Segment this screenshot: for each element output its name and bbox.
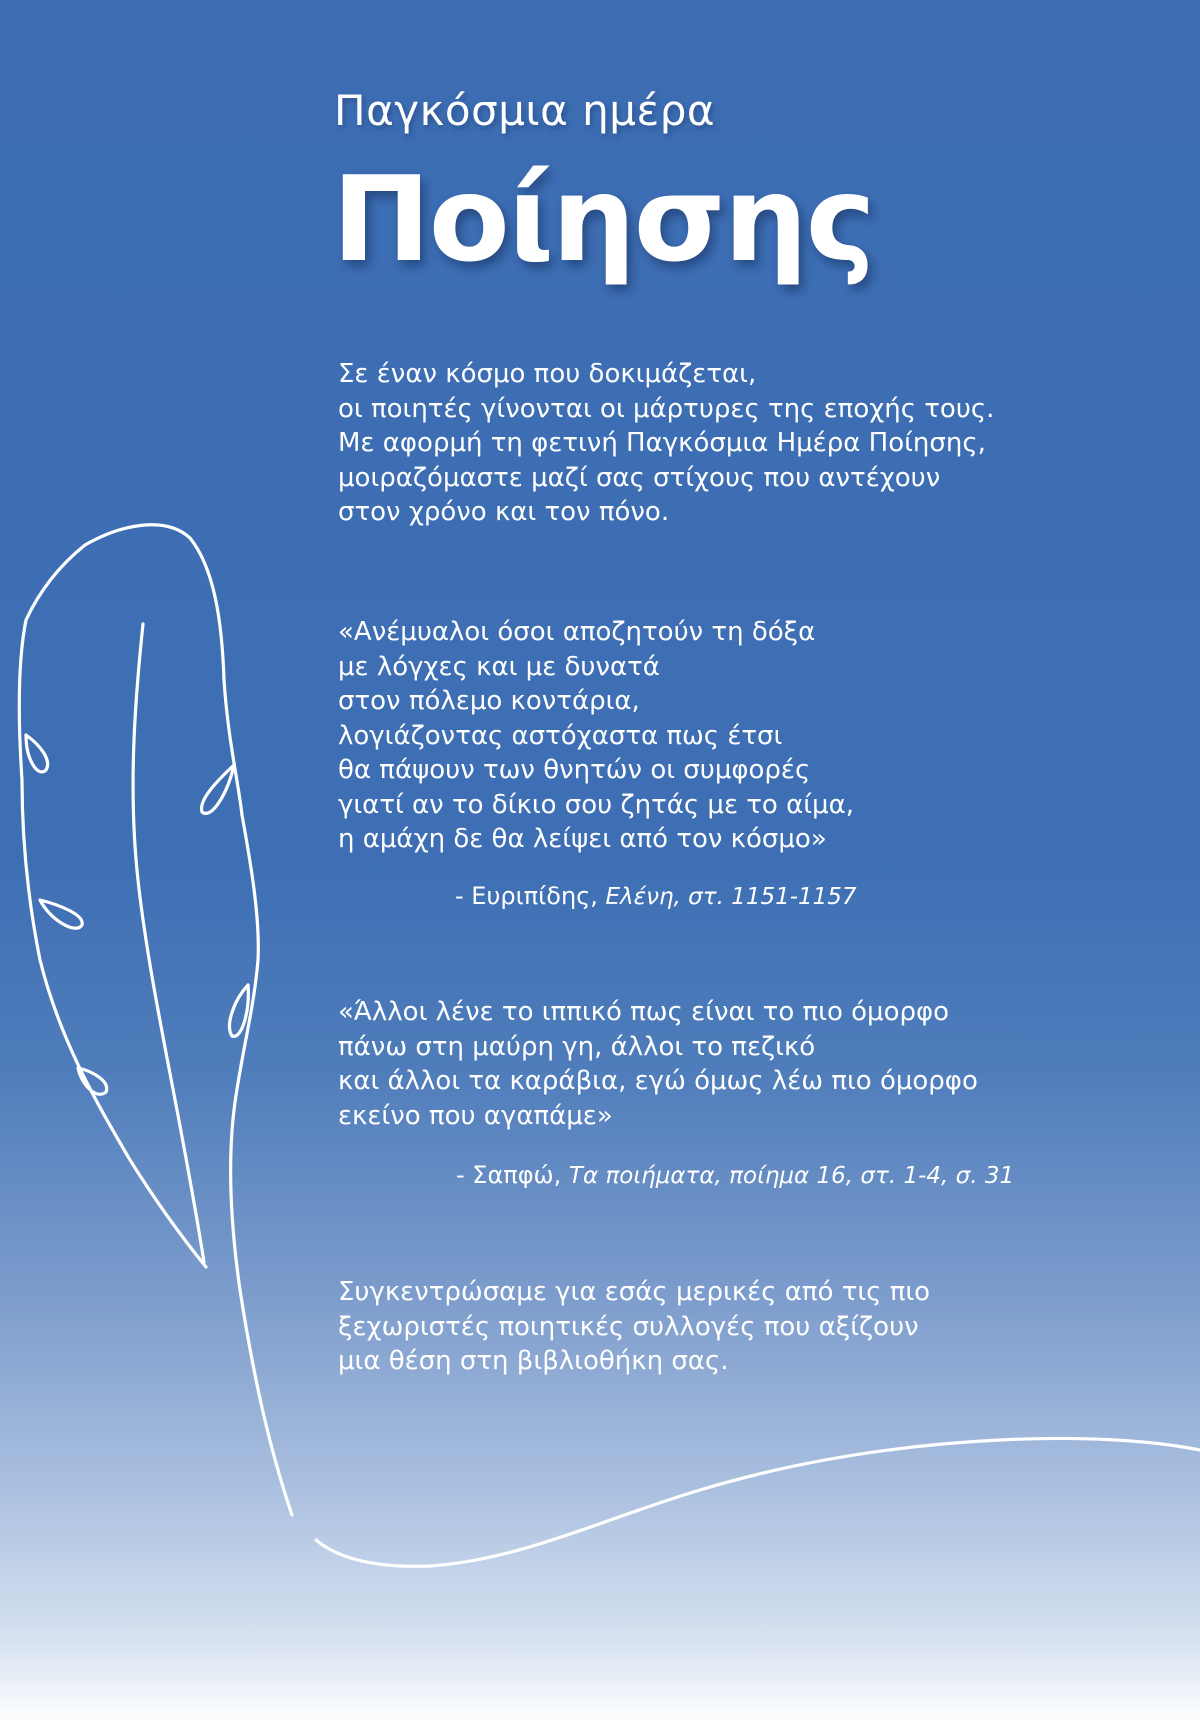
intro-line: οι ποιητές γίνονται οι μάρτυρες της εποχής τους. <box>338 393 995 424</box>
intro-line: στον χρόνο και τον πόνο. <box>338 497 670 527</box>
outro-line: μια θέση στη βιβλιοθήκη σας. <box>338 1346 729 1376</box>
quote-line: με λόγχες και με δυνατά <box>338 651 660 682</box>
page-title: Ποίησης <box>332 150 874 288</box>
quote-line: γιατί αν το δίκιο σου ζητάς με το αίμα, <box>338 789 854 820</box>
outro-paragraph <box>338 1275 930 1379</box>
quote-line: «Ανέμυαλοι όσοι αποζητούν τη δόξα <box>338 617 816 647</box>
euripides-quote <box>338 615 854 857</box>
quote-line: εκείνο που αγαπάμε» <box>338 1100 613 1131</box>
quote-line: θα πάψουν των θνητών οι συμφορές <box>338 755 811 785</box>
quote-author: - Σαπφώ, <box>456 1161 562 1189</box>
sappho-attribution <box>456 1161 1014 1189</box>
quote-line: η αμάχη δε θα λείψει από τον κόσμο» <box>338 824 827 854</box>
quote-work: Ελένη, στ. 1151-1157 <box>605 884 857 910</box>
page-subtitle: Παγκόσμια ημέρα <box>334 86 716 135</box>
quote-line: και άλλοι τα καράβια, εγώ όμως λέω πιο όμορφο <box>338 1066 978 1096</box>
intro-line: μοιραζόμαστε μαζί σας στίχους που αντέχουν <box>338 462 941 493</box>
outro-line: Συγκεντρώσαμε για εσάς μερικές από τις πιο <box>338 1277 931 1307</box>
sappho-quote <box>338 995 978 1133</box>
quote-line: πάνω στη μαύρη γη, άλλοι το πεζικό <box>338 1031 816 1062</box>
quote-line: λογιάζοντας αστόχαστα πως έτσι <box>338 720 783 751</box>
quote-line: «Άλλοι λένε το ιππικό πως είναι το πιο όμορφο <box>338 997 950 1027</box>
quote-work: Τα ποιήματα, ποίημα 16, στ. 1-4, σ. 31 <box>568 1163 1015 1189</box>
outro-line: ξεχωριστές ποιητικές συλλογές που αξίζουν <box>338 1311 919 1342</box>
intro-paragraph <box>338 357 994 530</box>
quote-line: στον πόλεμο κοντάρια, <box>338 686 640 716</box>
quote-author: - Ευριπίδης, <box>455 882 598 910</box>
intro-line: Σε έναν κόσμο που δοκιμάζεται, <box>338 359 757 389</box>
euripides-attribution <box>455 882 857 910</box>
intro-line: Με αφορμή τη φετινή Παγκόσμια Ημέρα Ποίησης, <box>338 428 986 458</box>
